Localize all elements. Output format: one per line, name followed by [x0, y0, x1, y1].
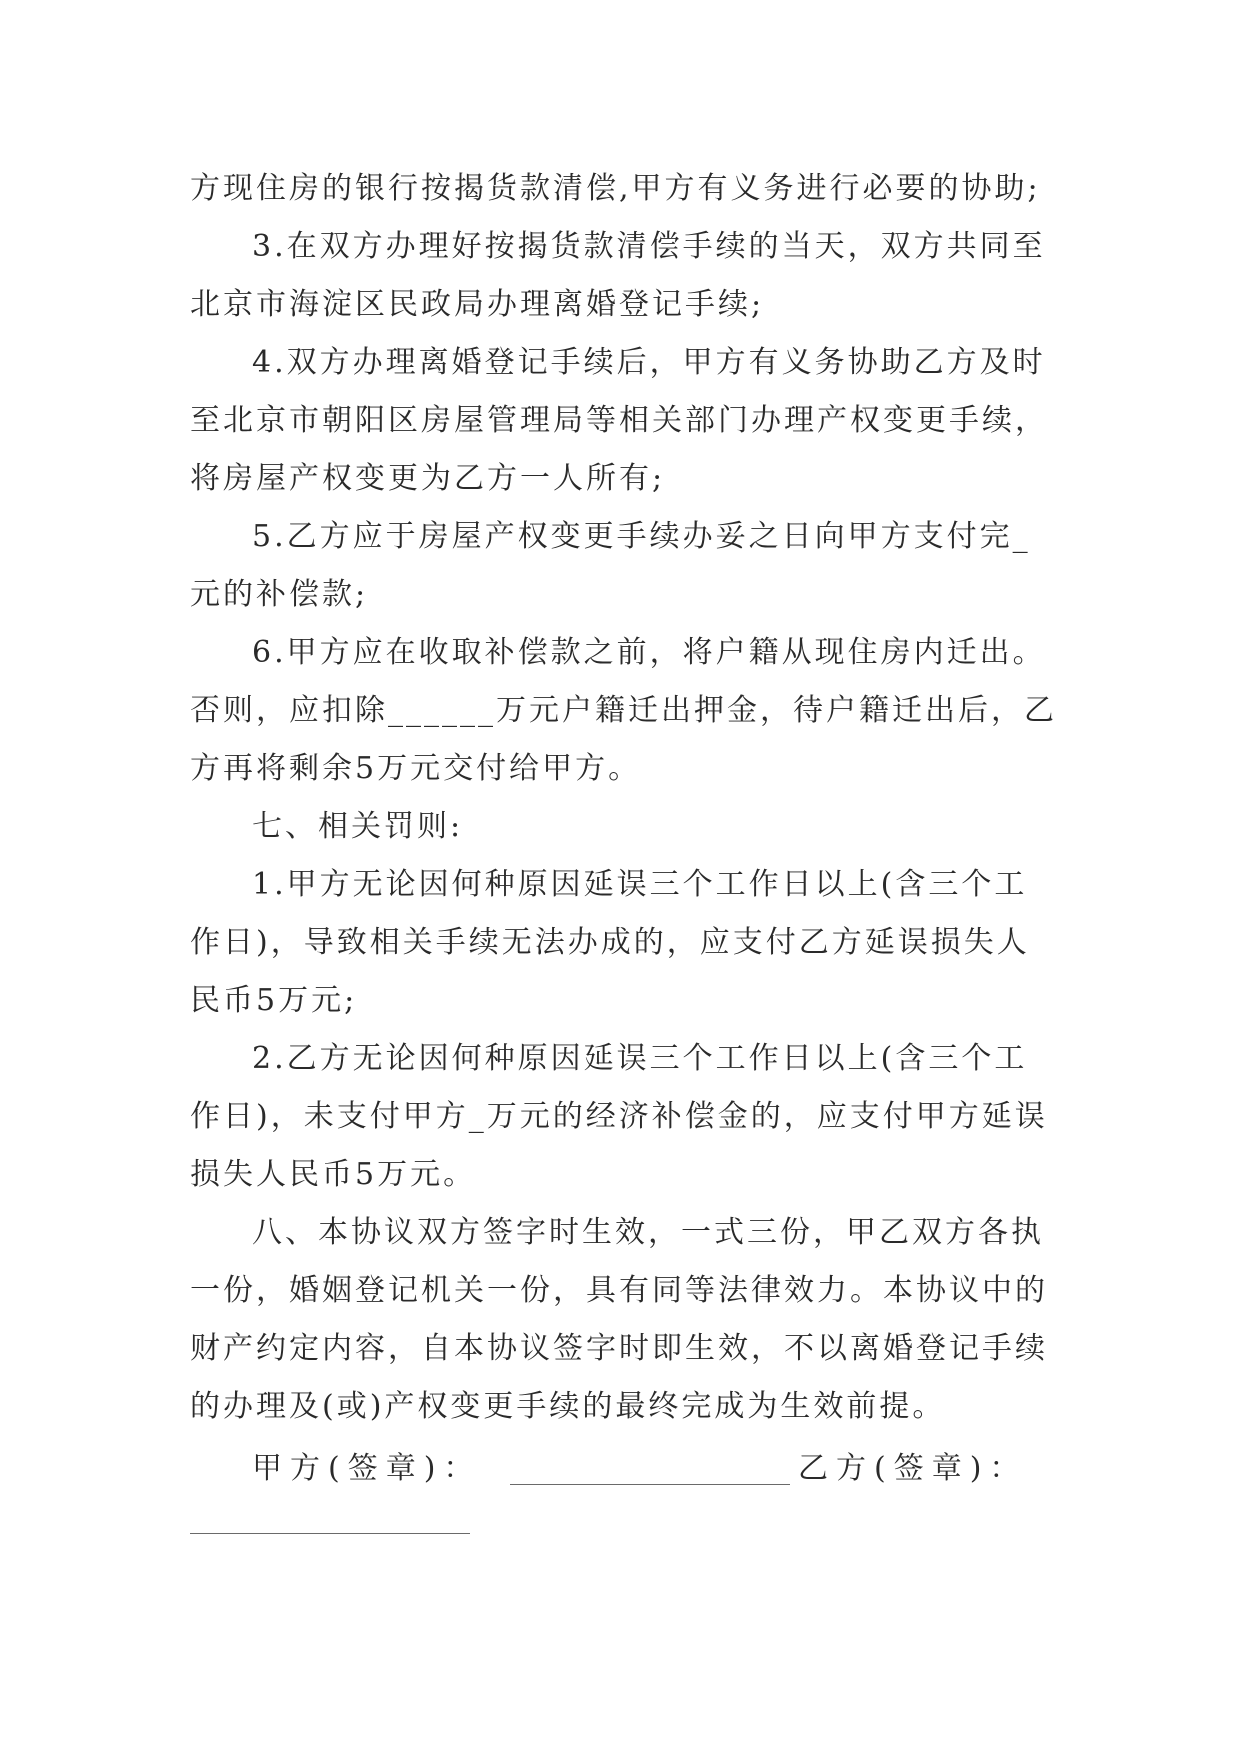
- text-line: 的办理及(或)产权变更手续的最终完成为生效前提。: [190, 1389, 946, 1424]
- party-a-signature-line: [510, 1484, 790, 1485]
- text-line: 至北京市朝阳区房屋管理局等相关部门办理产权变更手续，: [190, 403, 1048, 438]
- party-b-signature-label: 乙方(签章)：: [798, 1451, 1028, 1486]
- text-line: 否则，应扣除______万元户籍迁出押金，待户籍迁出后，乙: [190, 693, 1057, 728]
- text-line: 3.在双方办理好按揭货款清偿手续的当天，双方共同至: [252, 229, 1046, 264]
- text-line: 2.乙方无论因何种原因延误三个工作日以上(含三个工: [252, 1041, 1028, 1076]
- text-line: 损失人民币5万元。: [190, 1157, 477, 1192]
- party-a-signature-label: 甲方(签章)：: [252, 1451, 482, 1486]
- text-line: 作日)，未支付甲方_万元的经济补偿金的，应支付甲方延误: [190, 1099, 1048, 1134]
- text-line: 方再将剩余5万元交付给甲方。: [190, 751, 642, 786]
- text-line: 北京市海淀区民政局办理离婚登记手续;: [190, 287, 765, 322]
- text-line: 6.甲方应在收取补偿款之前，将户籍从现住房内迁出。: [252, 635, 1046, 670]
- text-line: 将房屋产权变更为乙方一人所有;: [190, 461, 666, 496]
- text-line: 5.乙方应于房屋产权变更手续办妥之日向甲方支付完_: [252, 519, 1031, 554]
- party-b-signature-line: [190, 1533, 470, 1534]
- section-heading: 八、本协议双方签字时生效，一式三份，甲乙双方各执: [252, 1215, 1044, 1250]
- text-line: 4.双方办理离婚登记手续后，甲方有义务协助乙方及时: [252, 345, 1046, 380]
- text-line: 财产约定内容，自本协议签字时即生效，不以离婚登记手续: [190, 1331, 1048, 1366]
- text-line: 方现住房的银行按揭货款清偿,甲方有义务进行必要的协助;: [190, 171, 1041, 206]
- text-line: 元的补偿款;: [190, 577, 369, 612]
- signature-row: [252, 1440, 1052, 1498]
- text-line: 民币5万元;: [190, 983, 358, 1018]
- text-line: 作日)，导致相关手续无法办成的，应支付乙方延误损失人: [190, 925, 1030, 960]
- text-line: 1.甲方无论因何种原因延误三个工作日以上(含三个工: [252, 867, 1028, 902]
- section-heading: 七、相关罚则:: [252, 809, 464, 844]
- text-line: 一份，婚姻登记机关一份，具有同等法律效力。本协议中的: [190, 1273, 1048, 1308]
